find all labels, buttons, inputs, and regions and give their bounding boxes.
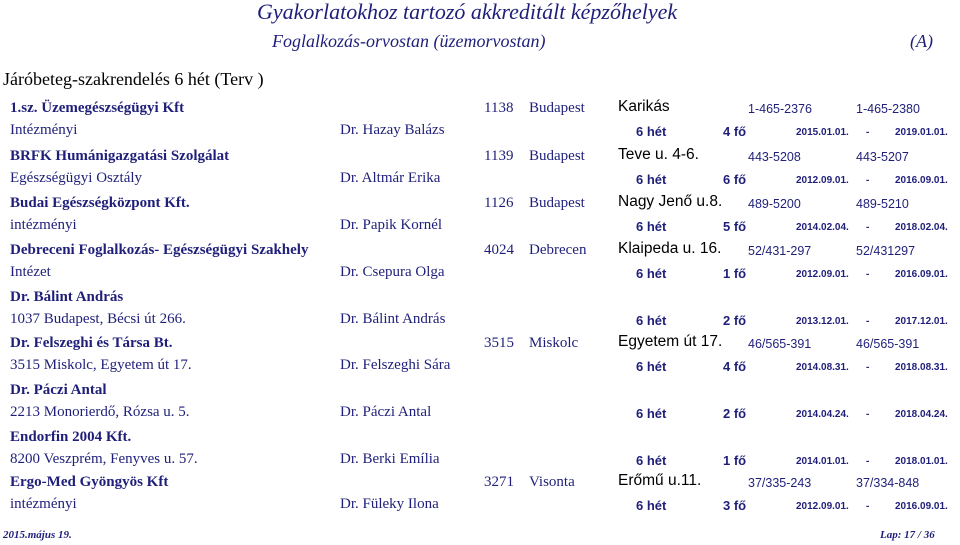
facility-fax: 37/334-848 (856, 476, 920, 490)
valid-to: 2016.09.01. (895, 269, 948, 280)
training-persons: 3 fő (723, 498, 747, 513)
date-separator: - (866, 362, 870, 373)
section-heading: Járóbeteg-szakrendelés 6 hét (Terv ) (3, 69, 264, 89)
date-separator: - (866, 222, 870, 233)
date-separator: - (866, 316, 870, 327)
training-weeks: 6 hét (636, 219, 667, 234)
training-weeks: 6 hét (636, 124, 667, 139)
facility-zip: 1138 (484, 100, 514, 116)
valid-from: 2015.01.01. (796, 127, 849, 138)
valid-to: 2018.01.01. (895, 456, 948, 467)
facility-name: Debreceni Foglalkozás- Egészségügyi Szakhely (10, 242, 309, 258)
training-persons: 4 fő (723, 359, 747, 374)
supervisor-doctor: Dr. Berki Emília (340, 451, 440, 467)
specialty-code: (A) (910, 31, 933, 51)
supervisor-doctor: Dr. Csepura Olga (340, 264, 445, 280)
facility-unit: Intézet (10, 264, 51, 280)
facility-city: Budapest (529, 148, 585, 164)
facility-city: Visonta (529, 474, 575, 490)
facility-name: Dr. Bálint András (10, 289, 124, 305)
valid-to: 2018.04.24. (895, 409, 948, 420)
training-weeks: 6 hét (636, 266, 667, 281)
facility-zip: 1139 (484, 148, 514, 164)
valid-from: 2014.04.24. (796, 409, 849, 420)
facility-street: Erőmű u.11. (618, 472, 702, 489)
facility-name: BRFK Humánigazgatási Szolgálat (10, 148, 230, 164)
training-persons: 1 fő (723, 266, 747, 281)
supervisor-doctor: Dr. Papik Kornél (340, 217, 443, 233)
facility-unit: Egészségügyi Osztály (10, 170, 143, 186)
facility-zip: 1126 (484, 195, 514, 211)
supervisor-doctor: Dr. Felszeghi Sára (340, 357, 451, 373)
facility-name: Endorfin 2004 Kft. (10, 429, 132, 445)
training-weeks: 6 hét (636, 359, 667, 374)
valid-to: 2016.09.01. (895, 175, 948, 186)
valid-from: 2013.12.01. (796, 316, 849, 327)
facility-name: Dr. Páczi Antal (10, 382, 107, 398)
training-persons: 5 fő (723, 219, 747, 234)
training-weeks: 6 hét (636, 313, 667, 328)
facility-fax: 1-465-2380 (856, 102, 920, 116)
facility-unit: intézményi (10, 217, 77, 233)
date-separator: - (866, 456, 870, 467)
supervisor-doctor: Dr. Hazay Balázs (340, 122, 445, 138)
date-separator: - (866, 269, 870, 280)
valid-from: 2014.01.01. (796, 456, 849, 467)
training-weeks: 6 hét (636, 498, 667, 513)
valid-from: 2012.09.01. (796, 175, 849, 186)
facility-unit: 1037 Budapest, Bécsi út 266. (10, 311, 186, 327)
valid-from: 2014.02.04. (796, 222, 849, 233)
training-weeks: 6 hét (636, 406, 667, 421)
date-separator: - (866, 175, 870, 186)
training-weeks: 6 hét (636, 453, 667, 468)
facility-phone: 37/335-243 (748, 476, 812, 490)
facility-unit: 2213 Monorierdő, Rózsa u. 5. (10, 404, 190, 420)
facility-name: Dr. Felszeghi és Társa Bt. (10, 335, 173, 351)
date-separator: - (866, 501, 870, 512)
training-persons: 2 fő (723, 313, 747, 328)
facility-name: Budai Egészségközpont Kft. (10, 195, 190, 211)
training-weeks: 6 hét (636, 172, 667, 187)
date-separator: - (866, 409, 870, 420)
facility-phone: 443-5208 (748, 150, 801, 164)
facility-street: Teve u. 4-6. (618, 146, 699, 163)
training-persons: 4 fő (723, 124, 747, 139)
facility-unit: 8200 Veszprém, Fenyves u. 57. (10, 451, 198, 467)
valid-to: 2019.01.01. (895, 127, 948, 138)
facility-unit: Intézményi (10, 122, 78, 138)
facility-street: Karikás (618, 98, 670, 115)
facility-street: Nagy Jenő u.8. (618, 193, 723, 210)
facility-zip: 4024 (484, 242, 514, 258)
valid-to: 2018.02.04. (895, 222, 948, 233)
valid-from: 2014.08.31. (796, 362, 849, 373)
supervisor-doctor: Dr. Bálint András (340, 311, 446, 327)
facility-phone: 1-465-2376 (748, 102, 812, 116)
facility-zip: 3515 (484, 335, 514, 351)
supervisor-doctor: Dr. Altmár Erika (340, 170, 441, 186)
facility-street: Egyetem út 17. (618, 333, 723, 350)
facility-name: 1.sz. Üzemegészségügyi Kft (10, 100, 185, 116)
facility-city: Budapest (529, 195, 585, 211)
facility-phone: 489-5200 (748, 197, 801, 211)
facility-city: Budapest (529, 100, 585, 116)
facility-city: Miskolc (529, 335, 579, 351)
supervisor-doctor: Dr. Füleky Ilona (340, 496, 439, 512)
valid-to: 2017.12.01. (895, 316, 948, 327)
facility-fax: 443-5207 (856, 150, 909, 164)
valid-to: 2016.09.01. (895, 501, 948, 512)
facility-phone: 52/431-297 (748, 244, 812, 258)
facility-fax: 52/431297 (856, 244, 916, 258)
training-persons: 6 fő (723, 172, 747, 187)
page-subtitle: Foglalkozás-orvostan (üzemorvostan) (272, 31, 546, 51)
facility-fax: 489-5210 (856, 197, 909, 211)
page-title: Gyakorlatokhoz tartozó akkreditált képzőhelyek (257, 0, 678, 24)
facility-street: Klaipeda u. 16. (618, 240, 722, 257)
valid-from: 2012.09.01. (796, 269, 849, 280)
training-persons: 1 fő (723, 453, 747, 468)
facility-city: Debrecen (529, 242, 587, 258)
facility-unit: 3515 Miskolc, Egyetem út 17. (10, 357, 192, 373)
valid-to: 2018.08.31. (895, 362, 948, 373)
footer-page-number: Lap: 17 / 36 (880, 529, 935, 541)
footer-date: 2015.május 19. (3, 529, 72, 541)
date-separator: - (866, 127, 870, 138)
supervisor-doctor: Dr. Páczi Antal (340, 404, 432, 420)
facility-fax: 46/565-391 (856, 337, 920, 351)
valid-from: 2012.09.01. (796, 501, 849, 512)
facility-phone: 46/565-391 (748, 337, 812, 351)
facility-unit: intézményi (10, 496, 77, 512)
facility-name: Ergo-Med Gyöngyös Kft (10, 474, 169, 490)
training-persons: 2 fő (723, 406, 747, 421)
facility-zip: 3271 (484, 474, 514, 490)
